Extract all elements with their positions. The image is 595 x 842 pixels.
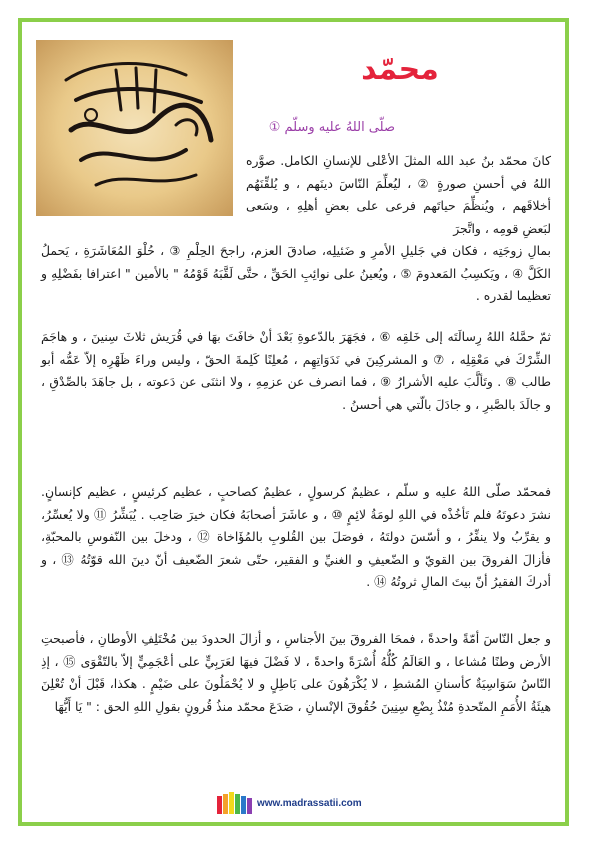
site-footer	[205, 790, 395, 816]
calligraphy-icon	[36, 40, 233, 216]
paragraph-text: بمالِ زوجَتِه ، فكان في جَليلِ الأمرِ و ضَئيلِه، صادقَ العزم، راجحَ الحِلْمِ ③ ، حُلْوَ المُعَاشَرَةِ ، يَحملُ الكَلَّ ④ ، ويَكسِبُ المَعدومَ ⑤ ، ويُعينُ على نوائِبِ الحَقِّ ، حتَّى لَقَّبَهُ قَوْمُهُ " بالأمين " اعترافا بفَضْلِهِ و تعظيما لقدره .	[41, 243, 551, 304]
page-title: محمّد	[361, 52, 439, 87]
subtitle-blessing: صلّى اللهُ عليه وسلّم ①	[268, 120, 395, 135]
paragraph-text: و جعل النّاسَ أمّةً واحدةً ، فمحَا الفروقَ بينَ الأجناسِ ، و أزالَ الحدودَ بين مُخْتَلِفِ الأوطانِ ، فأصبحتِ الأرض وطنًا مُشاعا ، و العَالَمُ كُلُّهُ أُسْرَةً واحدةً ، لا فَضْلَ فيهَا لعَرَبِيٍّ على أعْجَمِيٍّ إلاّ بالتّقْوَى ⑮ ، إذِ النّاسُ سَوَاسِيَةٌ كأسنانِ المُشطِ ، لا يُكْرَهُونَ على بَاطِلٍ و لا يُحْمَلُونَ على ضَيْمٍ . هكذا، قَبْلَ أنْ تُعْلِنَ هيئَةُ الأُمَمِ المتّحدةِ مُنْذُ بِضْعِ سِنِينَ حُقُوقَ الإنْسانِ ، صَدَعَ محمّد منذُ قُرونٍ بقولِ اللهِ الحق : " يَا أَيُّهَا	[41, 631, 551, 714]
paragraph-2	[41, 326, 551, 416]
calligraphy-artwork	[36, 40, 233, 216]
paragraph-1-rest	[41, 240, 551, 308]
paragraph-1-intro	[246, 150, 551, 240]
paragraph-3	[41, 481, 551, 594]
paragraph-text: كانَ محمّد بنُ عبد الله المثلَ الأعْلى للإنسانِ الكامل. صوَّره اللهُ في أحسنِ صورةٍ ② ، ليُعلِّمَ النّاسَ دينَهم ، و يُلقِّنَهُم أخلاقَهم ، ويُنظِّمَ حياتَهم فرعى على بعضِ أهلِهِ ، وسَعى لبَعضِ قومِه ، واتَّجرَ	[246, 153, 551, 236]
pencils-icon	[213, 790, 257, 816]
paragraph-text: ثمّ حمَّلهُ اللهُ رِسالَتَه إلى خَلقِه ⑥ ، فجَهَرَ بالدّعوةِ بَعْدَ أنْ خافَتَ بهَا في قُرَيش ثلاثَ سِنينَ ، و هاجَمَ الشِّرْكَ في مَعْقِلِه ، ⑦ و المشركِينَ في نَدَوَاتِهِم ، مُعلِنًا كَلِمةَ الحقّ ، وليس وراءَ ظَهْرِه إلاّ عَمُّه أبو طالب ⑧ . وتَألَّبَ عليه الأشرارُ ⑨ ، فما انصرف عن عزمِهِ ، ولا انثنَى عن دَعوته ، بل جاهَدَ بالصِّدْقِ ، و جالَدَ بالصَّبرِ ، و جادَلَ بالّتي هي أحسنُ .	[41, 329, 551, 412]
site-url-link[interactable]: www.madrassatii.com	[257, 798, 362, 809]
paragraph-text: فمحمّد صلّى اللهُ عليه و سلّم ، عظيمٌ كرسولٍ ، عظيمٌ كصاحبٍ ، عظيم كرئيسٍ ، عظيم كإنسانٍ. نشرَ دعوتَهُ فلم تَأخُذْه في اللهِ لومَةُ لائِمٍ ⑩ ، و عاشَرَ أصحابَهُ فكان خيرَ صَاحِب . يُبَشِّرُ ⑪ ولا يُعسِّرُ، و يقرِّبُ ولا ينفِّرُ ، و أسّسَ دولتَهُ ، فوصَلَ بين القُلوبِ بالمُؤَاخاة ⑫ ، ودخلَ بين النّفوسِ بالمحبّةِ، فأزالَ الفروقَ بين القويّ و الضّعيفِ و الغنيِّ و الفقير، حتّى شعرَ الضّعيف أنّ دينَ الله قوّتُهُ ⑬ ، و أدركَ الفقيرُ أنّ بيتَ المالِ ثروتُهُ ⑭ .	[41, 484, 551, 590]
paragraph-4	[41, 628, 551, 718]
